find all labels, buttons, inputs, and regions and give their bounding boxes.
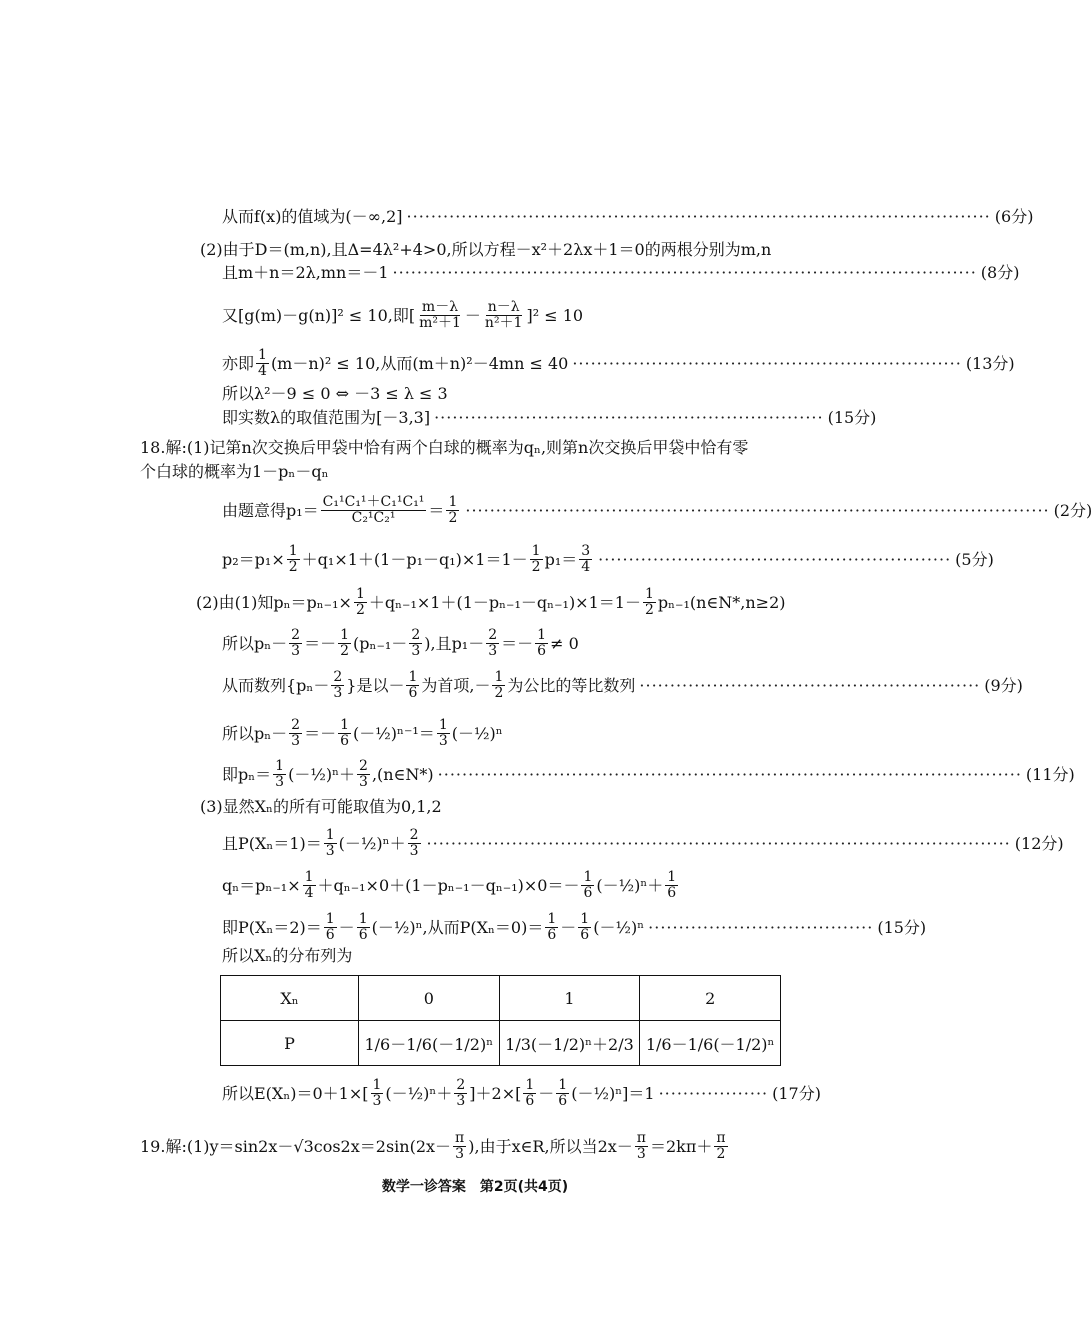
leader-dots: ································································································ xyxy=(406,207,991,226)
line-text: (m－n)² ≤ 10,从而(m＋n)²－4mn ≤ 40 xyxy=(270,353,569,373)
line-text: (－½)ⁿ＋ xyxy=(385,1083,453,1103)
line-text: 所以Xₙ的分布列为 xyxy=(222,946,353,965)
fraction: $\frac{1}{2}$ xyxy=(355,586,365,618)
score-label: (12分) xyxy=(1014,833,1064,853)
fraction: $\frac{2}{3}$ xyxy=(291,627,301,659)
fraction: $\frac{1}{6}$ xyxy=(325,911,335,943)
line-text: 又[g(m)－g(n)]² ≤ 10,即[ xyxy=(222,305,416,325)
fraction: $\frac{1}{6}$ xyxy=(340,717,350,749)
score-label: (5分) xyxy=(955,549,994,569)
fraction: $\frac{\pi}{2}$ xyxy=(716,1130,726,1162)
line-q18-zero xyxy=(140,461,329,483)
line-text: ]² ≤ 10 xyxy=(526,305,584,325)
fraction: $\frac{1}{6}$ xyxy=(358,911,368,943)
line-text: pₙ₋₁(n∈N*,n≥2) xyxy=(657,592,786,612)
table-cell: Xₙ xyxy=(221,976,359,1021)
fraction: $\frac{m-\lambda}{\text{m²＋1}}$ xyxy=(419,299,461,331)
line-inequality xyxy=(222,300,583,331)
score-label: (17分) xyxy=(772,1083,821,1103)
line-recurrence xyxy=(196,587,786,618)
table-cell: 2 xyxy=(640,976,781,1021)
fraction: $\frac{\text{C₁¹C₁¹＋C₁¹C₁¹}}{\text{C₂¹C₂¹}}$ xyxy=(322,494,425,526)
fraction: $\frac{1}{2}$ xyxy=(340,627,350,659)
line-text: (－½)ⁿ＋ xyxy=(288,764,356,784)
line-geometric xyxy=(222,669,1023,701)
line-text: }是以－ xyxy=(346,675,405,695)
fraction: $\frac{3}{4}$ xyxy=(581,543,591,575)
line-text: ),且p₁－ xyxy=(424,633,485,653)
line-part3 xyxy=(200,796,442,818)
line-text: 19.解:(1)y＝sin2x－√3cos2x＝2sin(2x－ xyxy=(140,1136,452,1156)
fraction: $\frac{1}{6}$ xyxy=(667,869,677,901)
leader-dots: ························································ xyxy=(639,675,981,695)
equals-sign: ＝－ xyxy=(501,633,534,653)
line-range xyxy=(222,206,1034,228)
line-text: ]＋2×[ xyxy=(469,1083,522,1103)
score-label: (6分) xyxy=(994,207,1034,226)
table-cell: P xyxy=(221,1021,359,1066)
line-text: 亦即 xyxy=(222,353,255,373)
line-text: 为公比的等比数列 xyxy=(507,675,636,695)
fraction: $\frac{1}{6}$ xyxy=(583,869,593,901)
line-text: 所以E(Xₙ)＝0＋1×[ xyxy=(222,1083,369,1103)
line-text: 所以λ²－9 ≤ 0 ⇔ －3 ≤ λ ≤ 3 xyxy=(222,384,448,403)
line-text: qₙ＝pₙ₋₁× xyxy=(222,875,301,895)
table-cell: 0 xyxy=(359,976,500,1021)
leader-dots: ·················· xyxy=(658,1083,769,1103)
leader-dots: ································································································ xyxy=(465,500,1050,520)
line-text: (－½)ⁿ xyxy=(451,723,503,743)
line-text: 即实数λ的取值范围为[－3,3] xyxy=(222,408,431,427)
line-text: ≠ 0 xyxy=(550,633,579,653)
minus-sign: － xyxy=(560,917,577,937)
table-cell: 1/6－1/6(－1/2)ⁿ xyxy=(359,1021,500,1066)
fraction: $\frac{1}{2}$ xyxy=(494,669,504,701)
line-text: (－½)ⁿ xyxy=(571,1083,623,1103)
fraction: $\frac{2}{3}$ xyxy=(291,717,301,749)
line-qn xyxy=(222,870,680,901)
line-px2 xyxy=(222,911,927,943)
line-text: (－½)ⁿ xyxy=(593,917,645,937)
table-cell: 1/3(－1/2)ⁿ＋2/3 xyxy=(499,1021,640,1066)
line-p1 xyxy=(222,494,1092,526)
line-text: 且P(Xₙ＝1)＝ xyxy=(222,833,322,853)
line-text: 即P(Xₙ＝2)＝ xyxy=(222,917,322,937)
line-lambda-range xyxy=(222,407,877,429)
line-distribution xyxy=(222,945,352,967)
line-text: ＝2kπ＋ xyxy=(649,1136,713,1156)
minus-sign: － xyxy=(464,305,481,325)
fraction: $\frac{2}{3}$ xyxy=(359,758,368,790)
line-text: (－½)ⁿ＋ xyxy=(596,875,664,895)
fraction: $\frac{1}{6}$ xyxy=(408,669,418,701)
fraction: $\frac{1}{3}$ xyxy=(325,827,335,859)
score-label: (9分) xyxy=(984,675,1023,695)
score-label: (11分) xyxy=(1025,764,1075,784)
fraction: $\frac{\pi}{3}$ xyxy=(455,1130,465,1162)
leader-dots: ································································ xyxy=(434,408,824,427)
table-header-row xyxy=(221,976,781,1021)
fraction: $\frac{1}{2}$ xyxy=(531,543,541,575)
line-q18-intro xyxy=(140,437,748,459)
line-general-term xyxy=(222,718,503,749)
fraction: $\frac{1}{6}$ xyxy=(558,1077,568,1109)
table-row xyxy=(221,1021,781,1066)
line-text: p₁＝ xyxy=(544,549,578,569)
score-label: (13分) xyxy=(965,353,1015,373)
line-expectation xyxy=(222,1077,821,1109)
line-text: 为首项,－ xyxy=(421,675,491,695)
line-pn xyxy=(222,758,1075,790)
line-text: 所以pₙ－ xyxy=(222,633,288,653)
line-text: 且m＋n＝2λ,mn＝－1 xyxy=(222,263,389,282)
leader-dots: ································································································ xyxy=(437,764,1022,784)
fraction: $\frac{1}{6}$ xyxy=(547,911,557,943)
fraction: $\frac{2}{3}$ xyxy=(488,627,498,659)
fraction: $\frac{n-\lambda}{\text{n²＋1}}$ xyxy=(484,299,523,331)
leader-dots: ····································· xyxy=(648,917,874,937)
line-text: ＋q₁×1＋(1－p₁－q₁)×1＝1－ xyxy=(301,549,528,569)
line-text: ,(n∈N*) xyxy=(371,764,434,784)
line-text: ]＝1 xyxy=(622,1083,655,1103)
line-text: ＋qₙ₋₁×1＋(1－pₙ₋₁－qₙ₋₁)×1＝1－ xyxy=(368,592,641,612)
line-part2-intro xyxy=(200,239,771,261)
line-text: (－½)ⁿ⁻¹＝ xyxy=(353,723,435,743)
fraction: $\frac{1}{6}$ xyxy=(537,627,547,659)
fraction: $\frac{1}{3}$ xyxy=(372,1077,382,1109)
line-equivalent xyxy=(222,347,1015,379)
fraction: $\frac{2}{3}$ xyxy=(333,669,343,701)
line-text: p₂＝p₁× xyxy=(222,549,285,569)
fraction: $\frac{1}{3}$ xyxy=(275,758,285,790)
line-text: (3)显然Xₙ的所有可能取值为0,1,2 xyxy=(200,797,442,816)
fraction: $\frac{1}{2}$ xyxy=(448,494,458,526)
line-shifted xyxy=(222,628,579,659)
equals-sign: ＝ xyxy=(428,500,445,520)
line-text: (2)由于D＝(m,n),且Δ=4λ²+4>0,所以方程－x²＋2λx＋1＝0的两根分别为m,n xyxy=(200,240,772,259)
fraction: $\frac{2}{3}$ xyxy=(456,1077,466,1109)
fraction: $\frac{1}{3}$ xyxy=(438,717,448,749)
fraction: $\frac{1}{6}$ xyxy=(525,1077,535,1109)
equals-sign: ＝－ xyxy=(304,723,337,743)
fraction: $\frac{2}{3}$ xyxy=(409,827,419,859)
line-text: 个白球的概率为1－pₙ－qₙ xyxy=(140,462,329,481)
table-cell: 1/6－1/6(－1/2)ⁿ xyxy=(640,1021,781,1066)
leader-dots: ································································ xyxy=(572,353,962,373)
line-text: 所以pₙ－ xyxy=(222,723,288,743)
line-roots xyxy=(222,262,1020,284)
fraction: $\frac{1}{2}$ xyxy=(288,543,298,575)
line-text: 即pₙ＝ xyxy=(222,764,272,784)
line-text: (pₙ₋₁－ xyxy=(353,633,408,653)
score-label: (8分) xyxy=(980,263,1020,282)
leader-dots: ································································································ xyxy=(392,263,977,282)
leader-dots: ································································································ xyxy=(426,833,1011,853)
line-text: ＝－ xyxy=(304,633,337,653)
line-text: 18.解:(1)记第n次交换后甲袋中恰有两个白球的概率为qₙ,则第n次交换后甲袋中恰有零 xyxy=(140,438,749,457)
table-cell: 1 xyxy=(499,976,640,1021)
line-text: 由题意得p₁＝ xyxy=(222,500,319,520)
line-text: ＋qₙ₋₁×0＋(1－pₙ₋₁－qₙ₋₁)×0＝－ xyxy=(317,875,580,895)
fraction: $\frac{1}{2}$ xyxy=(644,586,654,618)
line-text: 从而f(x)的值域为(－∞,2] xyxy=(222,207,403,226)
page-footer: 数学一诊答案 第2页(共4页) xyxy=(381,1179,569,1195)
score-label: (15分) xyxy=(877,917,927,937)
line-px1 xyxy=(222,827,1064,859)
score-label: (15分) xyxy=(827,408,877,427)
distribution-table xyxy=(220,975,781,1066)
leader-dots: ·························································· xyxy=(598,549,952,569)
fraction: $\frac{2}{3}$ xyxy=(411,627,421,659)
score-label: (2分) xyxy=(1053,500,1092,520)
minus-sign: － xyxy=(338,917,355,937)
line-p2 xyxy=(222,543,994,575)
line-lambda xyxy=(222,383,448,405)
line-text: 从而数列{pₙ－ xyxy=(222,675,330,695)
fraction: $\frac{1}{4}$ xyxy=(258,347,267,379)
line-text: (2)由(1)知pₙ＝pₙ₋₁× xyxy=(196,592,352,612)
line-text: (－½)ⁿ,从而P(Xₙ＝0)＝ xyxy=(371,917,544,937)
line-text: ),由于x∈R,所以当2x－ xyxy=(468,1136,633,1156)
fraction: $\frac{1}{6}$ xyxy=(580,911,590,943)
minus-sign: － xyxy=(538,1083,555,1103)
fraction: $\frac{1}{4}$ xyxy=(304,869,314,901)
line-q19-intro xyxy=(140,1131,730,1162)
line-text: (－½)ⁿ＋ xyxy=(338,833,406,853)
fraction: $\frac{\pi}{3}$ xyxy=(636,1130,646,1162)
